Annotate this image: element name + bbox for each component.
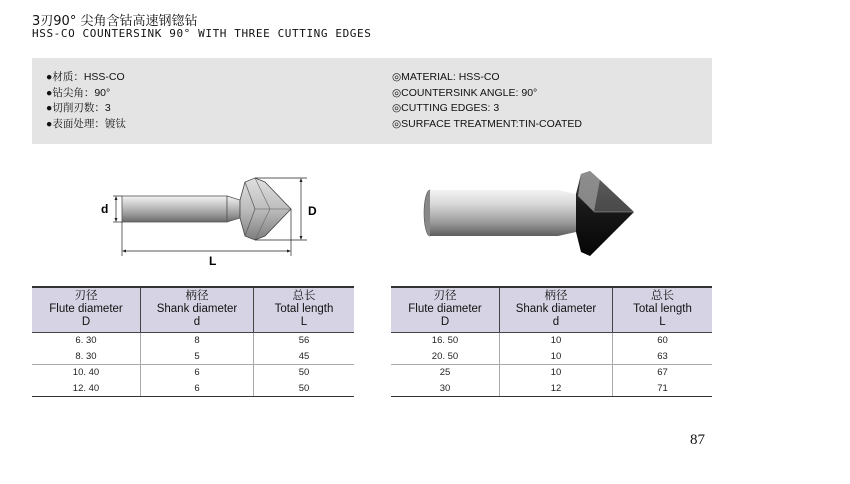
spec-item: ◎COUNTERSINK ANGLE: 90° bbox=[392, 86, 538, 99]
table-row bbox=[32, 349, 354, 365]
drawing-neck bbox=[227, 196, 240, 222]
cell-flute-diameter: 30 bbox=[391, 381, 500, 397]
drawing-label-d: d bbox=[101, 202, 109, 216]
drawing-label-D: D bbox=[308, 204, 317, 218]
header-en: Flute diameter bbox=[408, 303, 482, 315]
cell-shank-diameter: 10 bbox=[500, 365, 613, 381]
header-symbol: d bbox=[552, 316, 560, 328]
table-row bbox=[391, 333, 712, 349]
cell-flute-diameter: 25 bbox=[439, 367, 451, 379]
cell-shank-diameter: 6 bbox=[141, 381, 254, 397]
size-table-right bbox=[391, 286, 712, 397]
cell-total-length: 56 bbox=[254, 333, 355, 349]
cell-total-length: 71 bbox=[613, 381, 713, 397]
table-row bbox=[32, 333, 354, 349]
column-header-shank-diameter bbox=[500, 287, 613, 333]
spec-item: ◎CUTTING EDGES: 3 bbox=[392, 102, 500, 114]
table-row bbox=[391, 381, 712, 397]
countersink-product-photo bbox=[418, 168, 643, 268]
header-en: Shank diameter bbox=[156, 303, 238, 315]
cell-shank-diameter: 5 bbox=[141, 349, 254, 365]
cell-flute-diameter: 20. 50 bbox=[391, 349, 500, 365]
cell-shank-diameter: 8 bbox=[141, 333, 254, 349]
spec-list-english bbox=[392, 70, 582, 132]
header-symbol: d bbox=[193, 316, 201, 328]
size-table-left bbox=[32, 286, 354, 397]
spec-panel bbox=[32, 58, 712, 144]
table-row bbox=[391, 365, 712, 381]
cell-flute-diameter: 16. 50 bbox=[431, 335, 459, 347]
cell-shank-diameter: 10 bbox=[500, 333, 613, 349]
cell-shank-diameter: 6 bbox=[141, 365, 254, 381]
cell-total-length: 50 bbox=[254, 365, 355, 381]
table-row bbox=[32, 365, 354, 381]
photo-neck bbox=[558, 190, 576, 236]
table-row bbox=[32, 381, 354, 397]
header-symbol: D bbox=[81, 316, 91, 328]
cell-shank-diameter: 12 bbox=[500, 381, 613, 397]
header-cn: 刃径 bbox=[74, 290, 98, 302]
drawing-label-L: L bbox=[209, 254, 217, 266]
header-symbol: L bbox=[659, 316, 666, 328]
header-en: Shank diameter bbox=[515, 303, 597, 315]
page-title-english: HSS-CO COUNTERSINK 90° WITH THREE CUTTING EDGES bbox=[32, 27, 372, 40]
header-en: Total length bbox=[633, 303, 692, 315]
header-en: Total length bbox=[274, 303, 334, 315]
cell-flute-diameter: 10. 40 bbox=[72, 367, 100, 379]
column-header-total-length bbox=[613, 287, 713, 333]
spec-item: ●材质：HSS-CO bbox=[46, 71, 125, 83]
column-header-shank-diameter bbox=[141, 287, 254, 333]
header-symbol: D bbox=[440, 316, 450, 328]
cell-total-length: 63 bbox=[613, 349, 713, 365]
cell-flute-diameter: 6. 30 bbox=[75, 335, 97, 347]
table-header-row bbox=[391, 287, 712, 333]
countersink-technical-drawing bbox=[95, 170, 335, 266]
spec-item: ●表面处理：镀钛 bbox=[46, 117, 126, 130]
spec-item: ●钻尖角：90° bbox=[46, 86, 111, 99]
drawing-shank bbox=[122, 196, 227, 222]
cell-total-length: 45 bbox=[254, 349, 355, 365]
column-header-flute-diameter bbox=[391, 287, 500, 333]
page-number: 87 bbox=[690, 432, 705, 448]
cell-flute-diameter: 8. 30 bbox=[32, 349, 141, 365]
cell-total-length: 60 bbox=[613, 333, 713, 349]
cell-flute-diameter: 12. 40 bbox=[32, 381, 141, 397]
header-cn: 总长 bbox=[292, 290, 316, 302]
header-cn: 刃径 bbox=[433, 290, 457, 302]
photo-shank bbox=[430, 190, 558, 236]
table-header-row bbox=[32, 287, 354, 333]
cell-total-length: 50 bbox=[254, 381, 355, 397]
column-header-total-length bbox=[254, 287, 355, 333]
header-cn: 柄径 bbox=[544, 290, 568, 302]
spec-list-chinese bbox=[46, 70, 126, 132]
header-en: Flute diameter bbox=[49, 303, 123, 315]
cell-total-length: 67 bbox=[613, 365, 713, 381]
page-title-chinese: 3刃90° 尖角含钴高速钢锪钻 bbox=[32, 14, 198, 29]
spec-item: ◎SURFACE TREATMENT:TIN-COATED bbox=[392, 117, 583, 130]
table-row bbox=[391, 349, 712, 365]
cell-shank-diameter: 10 bbox=[500, 349, 613, 365]
header-symbol: L bbox=[300, 316, 308, 328]
spec-item: ●切削刃数：3 bbox=[46, 102, 111, 114]
header-cn: 总长 bbox=[651, 290, 674, 302]
header-cn: 柄径 bbox=[185, 290, 209, 302]
column-header-flute-diameter bbox=[32, 287, 141, 333]
spec-item: ◎MATERIAL: HSS-CO bbox=[392, 71, 500, 83]
